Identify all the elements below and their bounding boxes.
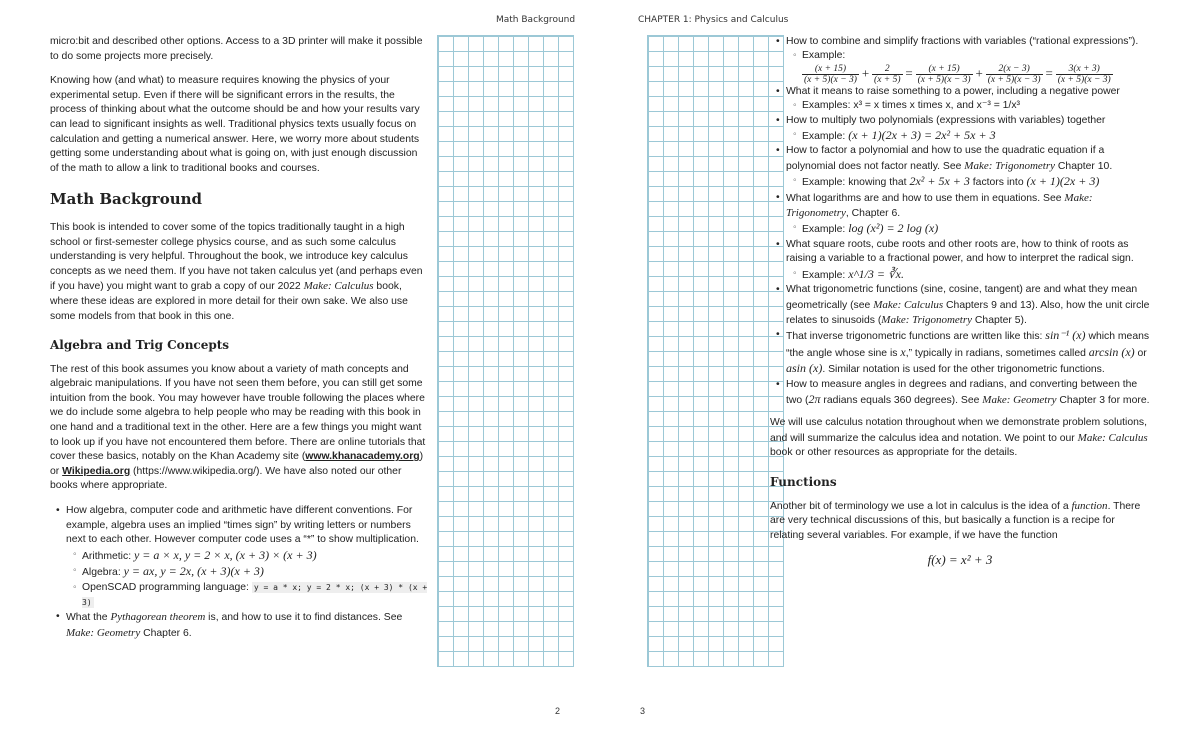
sublist xyxy=(786,267,1150,283)
section-heading-algebra-trig: Algebra and Trig Concepts xyxy=(50,338,230,353)
list-item: • How algebra, computer code and arithmetic have different conventions. For example, algebra uses an implied “times sign” by writing letters or numbers next to each other. However computer code uses a “*” to show multiplication. ◦ Arithmetic: y = a × x, y = 2 × x, (x + 3) × (x + 3) ◦ Algebra: y = ax, y = 2x, (x + 3)(x + 3) ◦ OpenSCAD programming language: y = a * x; y = 2 * x; (x + 3) * (x + 3) xyxy=(66,504,428,610)
list-item: ◦ Examples: x³ = x times x times x, and x⁻³ = 1/x³ xyxy=(802,99,1150,113)
list-item: • How to measure angles in degrees and radians, and converting between the two (2π radians equals 360 degrees). See Make: Geometry Chapter 3 for more. xyxy=(786,378,1150,409)
math-background-paragraph: This book is intended to cover some of the topics traditionally taught in a high school or first-semester college physics course, and as such some calculus understanding is very helpful. Throughout the book, we introduce key calculus concepts as we need them. If you have not taken calculus yet (and perhaps even if you have) you might want to grab a copy of our 2022 Make: Calculus book, where these ideas are explored in more detail for their own sake. We also use some models from that book in this one. xyxy=(50,221,423,322)
fraction: $\frac{3(x + 3)}{(x + 5)(x - 3)}$ xyxy=(1057,63,1111,85)
fraction: $\frac{(x + 15)}{(x + 5)(x - 3)}$ xyxy=(917,63,971,85)
page-number: 3 xyxy=(640,706,646,716)
concept-list-right xyxy=(770,35,1150,408)
intro-paragraph-1: micro:bit and described other options. Access to a 3D printer will make it possible to do some projects more precisely. xyxy=(50,36,423,62)
fraction: $\frac{2}{(x + 5)}$ xyxy=(874,63,901,85)
graph-paper-margin xyxy=(437,35,574,667)
list-item: • That inverse trigonometric functions are written like this: sin⁻¹ (x) which means “the angle whose sine is x,” typically in radians, sometimes called arcsin (x) or asin (x). Similar notation is used for the other trigonometric functions. xyxy=(786,328,1150,377)
right-text-column xyxy=(770,35,1150,568)
sublist xyxy=(786,174,1150,190)
section-heading-math-background: Math Background xyxy=(50,190,202,209)
algebra-paragraph: The rest of this book assumes you know about a variety of math concepts and algebraic manipulations. If you have not seen them before, you can still get some intuition from the book. You may however have trouble following the places where we do include some algebra to help people who may be reading with this book in one hand and a traditional text in the other. Here are a few things you might want to look up if you have not encountered them before. There are online tutorials that cover these basics, notably on the Khan Academy site (www.khanacademy.org) or Wikipedia.org (https://www.wikipedia.org/). We have also noted our other books where appropriate. xyxy=(50,363,426,492)
link-wikipedia[interactable]: Wikipedia.org xyxy=(62,465,131,477)
calculus-notation-paragraph: We will use calculus notation throughout when we demonstrate problem solutions, and will summarize the calculus idea and notation. We point to our Make: Calculus book or other resources as appropriate for the details. xyxy=(770,417,1148,459)
left-text-column xyxy=(50,35,428,641)
list-item: ◦ Arithmetic: y = a × x, y = 2 × x, (x + 3) × (x + 3) xyxy=(82,548,428,565)
list-item: ◦ Example: $\frac{(x + 15)}{(x + 5)(x - 3)}$ + $\frac{2}{(x + 5)}$ = $\frac{(x + 15)}{(x + 5)(x - 3)}$ + $\frac{2(x - 3)}{(x + 5)(x - 3)}$ = $\frac{3(x + 3)}{(x + 5)(x - 3)}$ xyxy=(802,49,1150,84)
list-item: • How to multiply two polynomials (expressions with variables) together ◦ Example: (x + 1)(2x + 3) = 2x² + 5x + 3 xyxy=(786,114,1150,145)
list-item: ◦ Example: (x + 1)(2x + 3) = 2x² + 5x + 3 xyxy=(802,128,1150,144)
list-item: • What trigonometric functions (sine, cosine, tangent) are and what they mean geometrically (see Make: Calculus Chapters 9 and 13). Also, how the unit circle relates to sinusoids (Make: Trigonometry Chapter 5). xyxy=(786,283,1150,328)
list-item: • How to combine and simplify fractions with variables (“rational expressions”). ◦ Example: $\frac{(x + 15)}{(x + 5)(x - 3)}$ + $\frac{2}{(x + 5)}$ = $\frac{(x + 15)}{(x + 5)(x - 3)}$ + $\frac{2(x - 3)}{(x + 5)(x - 3)}$ = $\frac{3(x + 3)}{(x + 5)(x - 3)}$ xyxy=(786,35,1150,85)
function-equation: f(x) = x² + 3 xyxy=(927,552,993,568)
list-item: • What logarithms are and how to use them in equations. See Make: Trigonometry, Chapter 6. ◦ Example: log (x²) = 2 log (x) xyxy=(786,191,1150,238)
list-item: • What the Pythagorean theorem is, and how to use it to find distances. See Make: Geometry Chapter 6. xyxy=(66,610,428,641)
graph-paper-margin xyxy=(647,35,784,667)
list-item: ◦ Example: x^1/3 = ∛x. xyxy=(802,267,1150,283)
fraction: $\frac{(x + 15)}{(x + 5)(x - 3)}$ xyxy=(804,63,857,85)
list-item: ◦ Algebra: y = ax, y = 2x, (x + 3)(x + 3) xyxy=(82,564,428,581)
running-head: CHAPTER 1: Physics and Calculus xyxy=(638,15,789,25)
book-title: Make: Calculus xyxy=(303,280,374,293)
list-item: • What it means to raise something to a power, including a negative power ◦ Examples: x³ = x times x times x, and x⁻³ = 1/x³ xyxy=(786,85,1150,114)
list-item: ◦ Example: knowing that 2x² + 5x + 3 factors into (x + 1)(2x + 3) xyxy=(802,174,1150,190)
sublist xyxy=(786,99,1150,113)
code-snippet: y = a * x; y = 2 * x; (x + 3) * (x + 3) xyxy=(82,583,428,607)
concept-list-left xyxy=(50,504,428,641)
sublist xyxy=(786,221,1150,237)
right-page xyxy=(600,0,1200,740)
list-item: • How to factor a polynomial and how to use the quadratic equation if a polynomial does not factor neatly. See Make: Trigonometry Chapter 10. ◦ Example: knowing that 2x² + 5x + 3 factors into (x + 1)(2x + 3) xyxy=(786,144,1150,190)
link-khan-academy[interactable]: www.khanacademy.org xyxy=(305,451,420,463)
functions-paragraph: Another bit of terminology we use a lot in calculus is the idea of a function. There are very technical discussions of this, but basically a function is a recipe for relating several variables. For example, if we have the function xyxy=(770,499,1141,541)
section-heading-functions: Functions xyxy=(770,474,837,489)
list-item: • What square roots, cube roots and other roots are, how to think of roots as raising a variable to a fractional power, and how to interpret the radical sign. ◦ Example: x^1/3 = ∛x. xyxy=(786,238,1150,283)
sublist xyxy=(786,49,1150,84)
page-number: 2 xyxy=(555,706,561,716)
sublist xyxy=(786,128,1150,144)
sublist xyxy=(66,548,428,610)
list-item: ◦ Example: log (x²) = 2 log (x) xyxy=(802,221,1150,237)
intro-paragraph-2: Knowing how (and what) to measure requires knowing the physics of your experimental setup. Even if there will be significant errors in the results, the process of thinking about what the outcome should be and how your results vary can lead to significant insights as well. Traditional physics texts usually focus on calculation and getting a numerical answer. Here, we worry more about students getting some understanding about what is going on, with just enough discussion of the math to allow a link to traditional books and courses. xyxy=(50,75,420,174)
fraction: $\frac{2(x - 3)}{(x + 5)(x - 3)}$ xyxy=(987,63,1041,85)
running-head: Math Background xyxy=(496,15,576,25)
list-item: ◦ OpenSCAD programming language: y = a * x; y = 2 * x; (x + 3) * (x + 3) xyxy=(82,581,428,610)
